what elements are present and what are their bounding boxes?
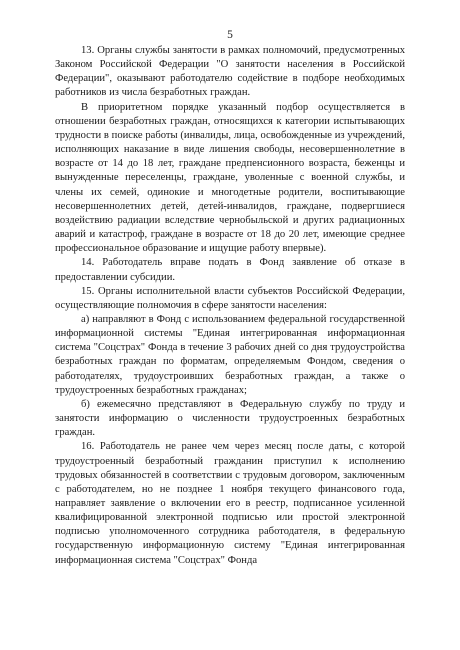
paragraph-priority-selection: В приоритетном порядке указанный подбор осуществляется в отношении безработных граждан, относящихся к категории испытывающих трудности в поиске работы (инвалиды, лица, освобожденные из учреждений, исполняющих наказание в виде лишения свободы, несовершеннолетние в возрасте от 14 до 18 лет, граждане предпенсионного возраста, беженцы и вынужденные переселенцы, граждане, уволенные с военной службы, и члены их семей, одинокие и многодетные родители, воспитывающие несовершеннолетних детей, детей-инвалидов, граждане, подвергшиеся воздействию радиации вследствие чернобыльской и других радиационных аварий и катастроф, граждане в возрасте от 18 до 20 лет, имеющие среднее профессиональное образование и ищущие работу впервые).: [55, 101, 405, 255]
paragraph-15: 15. Органы исполнительной власти субъектов Российской Федерации, осуществляющие полномочия в сфере занятости населения:: [55, 285, 405, 311]
page-number: 5: [227, 29, 233, 41]
document-body: [55, 44, 405, 568]
paragraph-15b: б) ежемесячно представляют в Федеральную службу по труду и занятости информацию о численности трудоустроенных безработных граждан.: [55, 398, 405, 439]
paragraph-14: 14. Работодатель вправе подать в Фонд заявление об отказе в предоставлении субсидии.: [55, 257, 405, 283]
paragraph-13: 13. Органы службы занятости в рамках полномочий, предусмотренных Законом Российской Федерации "О занятости населения в Российской Федерации", оказывают работодателю содействие в подборе необходимых работников из числа безработных граждан.: [55, 45, 405, 99]
paragraph-15a: а) направляют в Фонд с использованием федеральной государственной информационной системы "Единая интегрированная информационная система "Соцстрах" Фонда в течение 3 рабочих дней со дня трудоустройства безработных граждан по форматам, определяемым Фондом, сведения о работодателях, трудоустроивших безработных граждан, а также о трудоустроенных безработных гражданах;: [55, 313, 405, 396]
paragraph-16: 16. Работодатель не ранее чем через месяц после даты, с которой трудоустроенный безработный гражданин приступил к исполнению трудовых обязанностей в соответствии с трудовым договором, заключенным с работодателем, но не позднее 1 ноября текущего финансового года, направляет заявление о включении его в реестр, подписанное усиленной квалифицированной электронной подписью или простой электронной подписью уполномоченного сотрудника работодателя, в федеральную государственную информационную систему "Единая интегрированная информационная система "Соцстрах" Фонда: [55, 441, 405, 566]
